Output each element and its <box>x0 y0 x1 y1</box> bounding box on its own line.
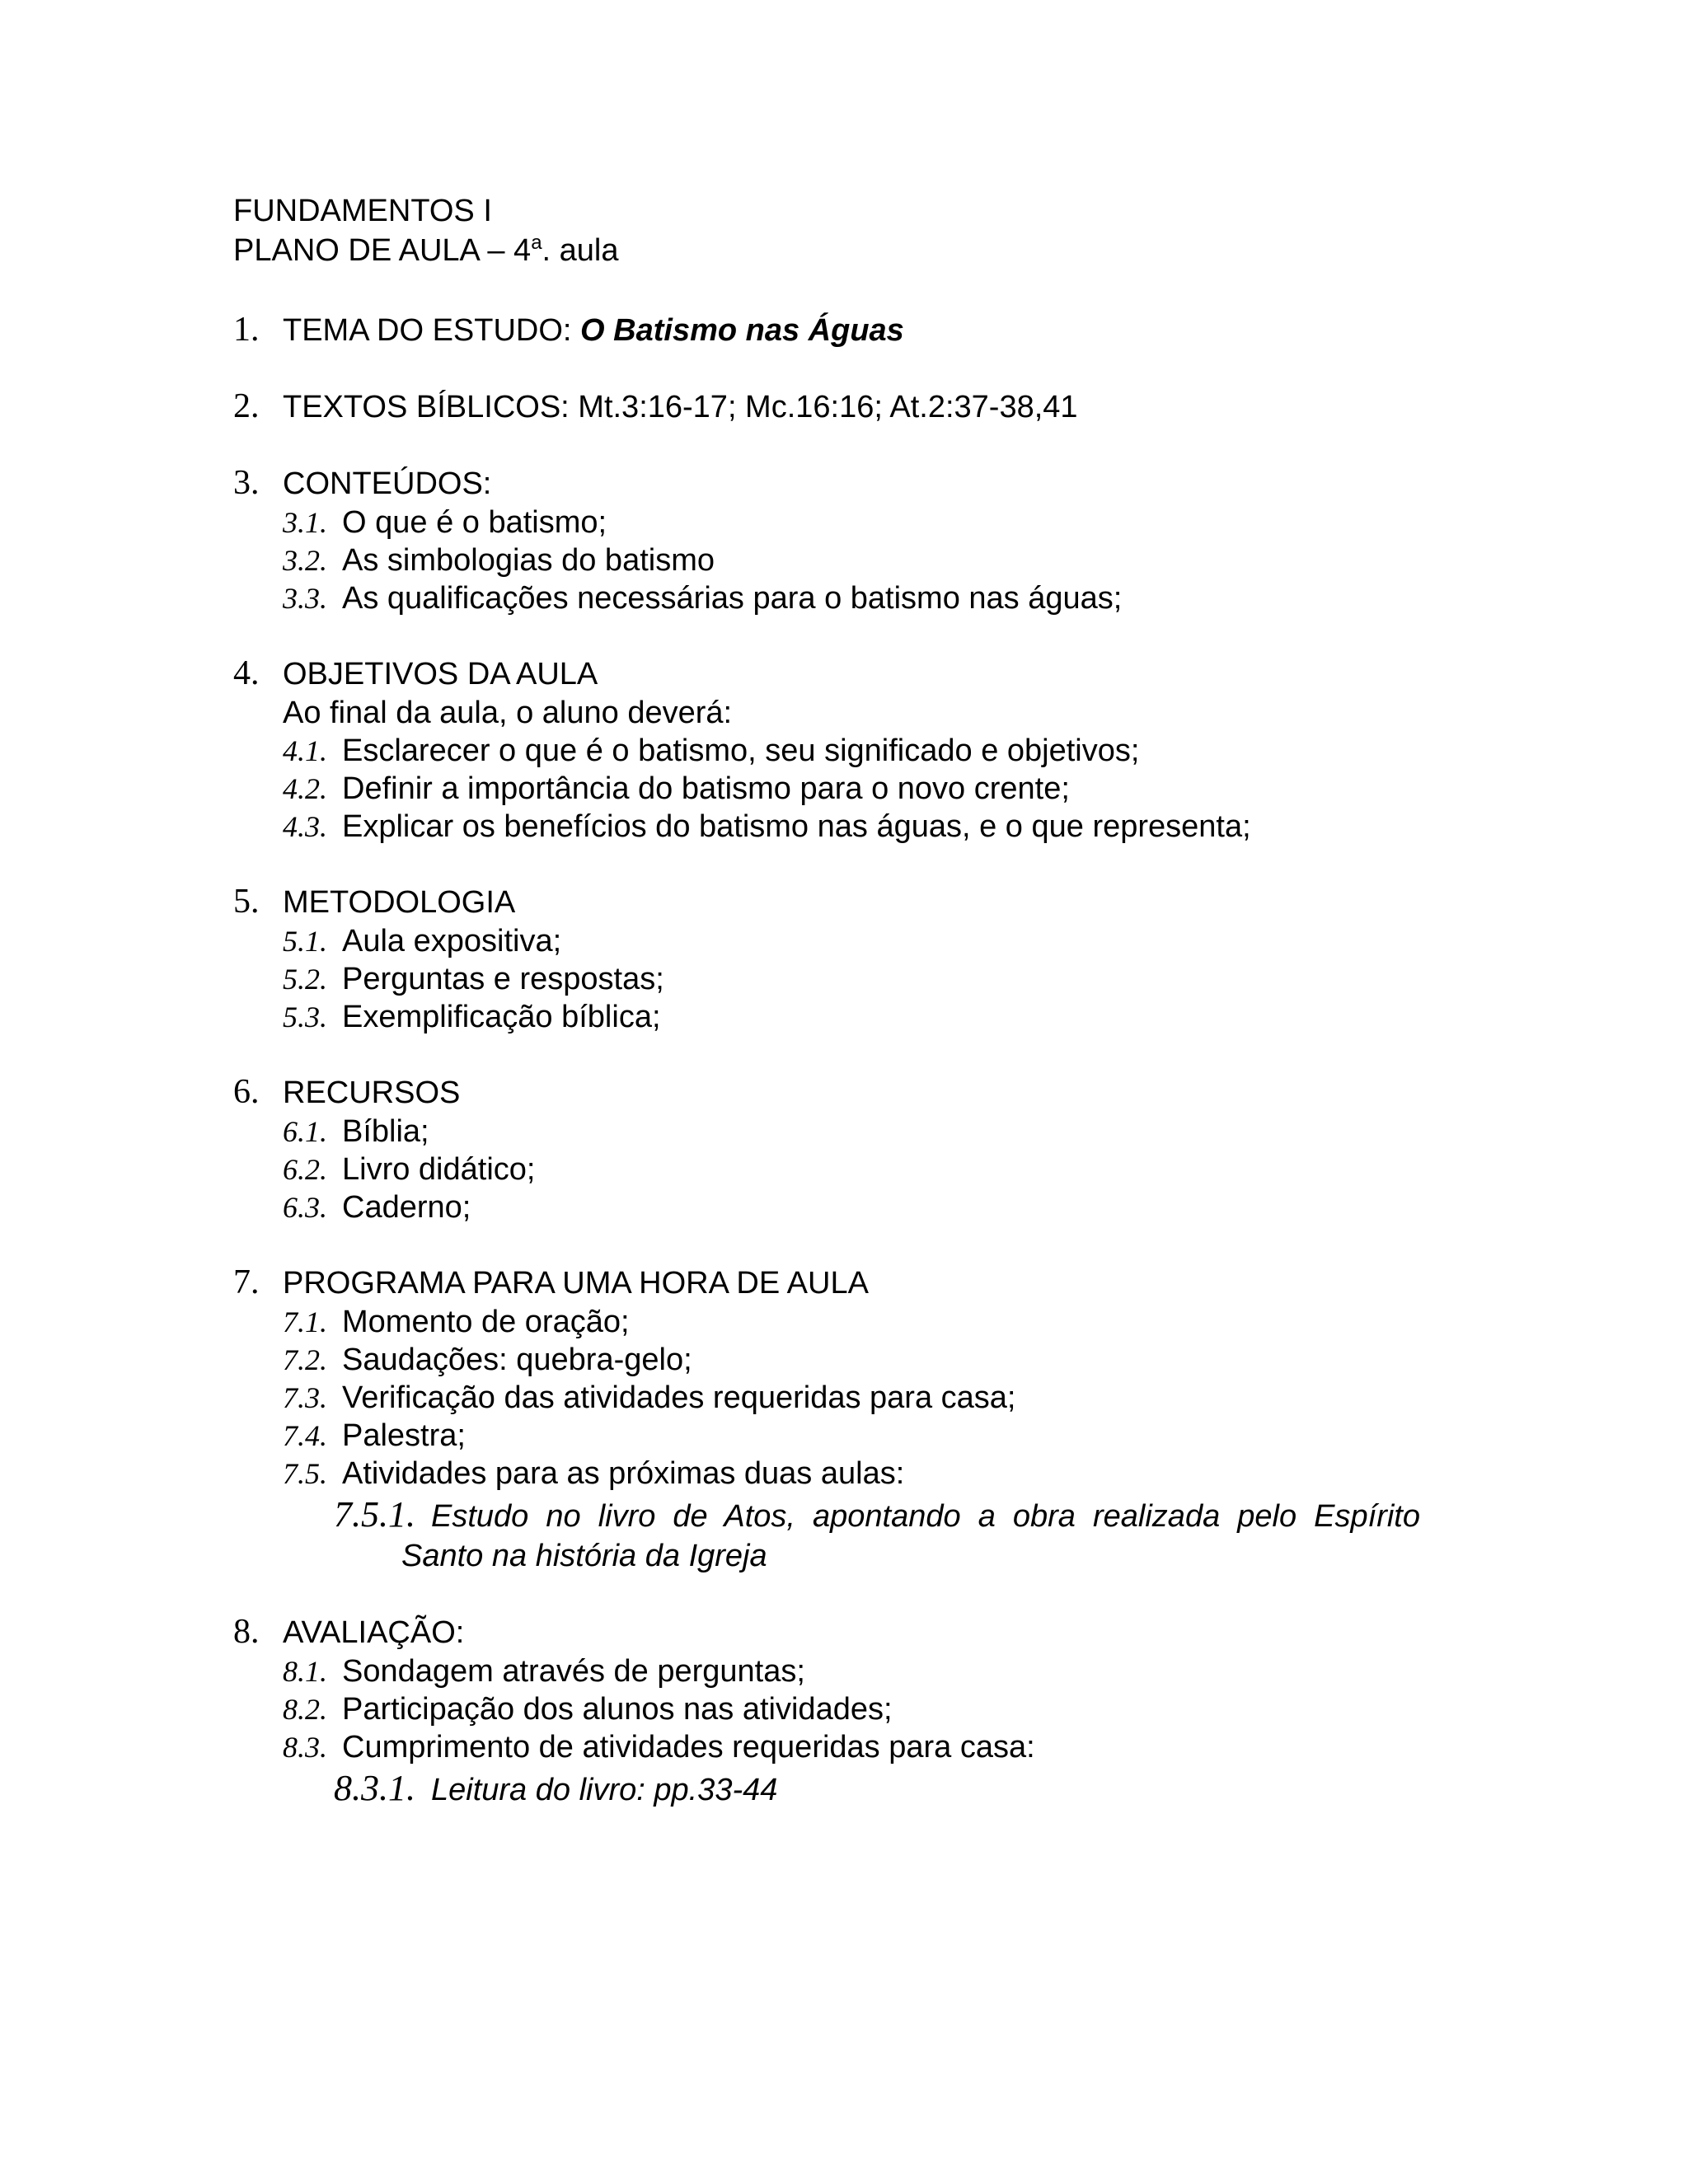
list-item <box>233 960 1470 998</box>
item-text: Momento de oração; <box>342 1305 630 1339</box>
section-heading <box>233 654 1470 694</box>
list-item <box>233 1151 1470 1188</box>
section-theme <box>233 310 1470 350</box>
list-item <box>233 1303 1470 1341</box>
list-item <box>233 541 1470 579</box>
section-heading <box>233 1612 1470 1652</box>
section-bible-texts <box>233 387 1470 427</box>
section-heading <box>233 1263 1470 1303</box>
list-item <box>233 1379 1470 1417</box>
list-item <box>233 808 1470 846</box>
section-contents <box>233 463 1470 617</box>
sub-item-number: 8.3.1. <box>334 1768 415 1808</box>
section-label: AVALIAÇÃO: <box>283 1615 465 1650</box>
item-text: As qualificações necessárias para o batismo nas águas; <box>342 581 1123 616</box>
item-text: Exemplificação bíblica; <box>342 1000 661 1034</box>
item-number: 3.2. <box>283 544 327 577</box>
study-theme: O Batismo nas Águas <box>580 313 904 348</box>
section-heading <box>233 310 1470 350</box>
list-item <box>233 1341 1470 1379</box>
list-item <box>233 732 1470 770</box>
item-text: Bíblia; <box>342 1114 429 1149</box>
item-number: 5.3. <box>283 1001 327 1033</box>
item-text: Definir a importância do batismo para o novo crente; <box>342 771 1070 806</box>
section-number: 6. <box>233 1073 260 1111</box>
section-heading <box>233 387 1470 427</box>
section-number: 5. <box>233 883 260 921</box>
section-label: CONTEÚDOS: <box>283 466 492 501</box>
item-number: 6.2. <box>283 1153 327 1186</box>
item-text: Saudações: quebra-gelo; <box>342 1343 692 1377</box>
sub-item-text: Leitura do livro: pp.33-44 <box>431 1773 778 1807</box>
course-title: FUNDAMENTOS I <box>233 194 492 228</box>
sub-list-item <box>233 1768 1470 1810</box>
section-number: 8. <box>233 1613 260 1651</box>
list-item <box>233 1188 1470 1226</box>
section-heading <box>233 1072 1470 1113</box>
item-text: Caderno; <box>342 1190 471 1225</box>
item-number: 7.3. <box>283 1381 327 1414</box>
item-number: 8.1. <box>283 1655 327 1688</box>
list-item <box>233 1417 1470 1455</box>
item-text: Cumprimento de atividades requeridas para casa: <box>342 1730 1035 1765</box>
list-item <box>233 1652 1470 1690</box>
section-label: RECURSOS <box>283 1076 461 1110</box>
lesson-plan-title-suffix: . aula <box>542 233 619 268</box>
section-number: 2. <box>233 387 260 425</box>
section-label-text: TEMA DO ESTUDO: <box>283 313 581 348</box>
item-number: 4.1. <box>283 734 327 767</box>
list-item <box>233 770 1470 808</box>
item-text: Participação dos alunos nas atividades; <box>342 1692 893 1727</box>
document-page <box>233 191 1470 1810</box>
section-number: 7. <box>233 1263 260 1301</box>
list-item <box>233 1690 1470 1728</box>
item-number: 4.2. <box>283 772 327 805</box>
item-text: Palestra; <box>342 1418 466 1453</box>
section-objectives <box>233 654 1470 846</box>
section-label <box>283 311 904 350</box>
item-number: 7.4. <box>283 1419 327 1452</box>
sub-item-number: 7.5.1. <box>334 1494 415 1535</box>
item-number: 7.2. <box>283 1343 327 1376</box>
list-item <box>233 1113 1470 1151</box>
item-text: Atividades para as próximas duas aulas: <box>342 1456 905 1491</box>
item-text: Verificação das atividades requeridas para casa; <box>342 1380 1016 1415</box>
item-number: 5.1. <box>283 925 327 958</box>
sub-list-item <box>233 1494 1470 1576</box>
item-text: Esclarecer o que é o batismo, seu significado e objetivos; <box>342 733 1140 768</box>
item-number: 8.2. <box>283 1693 327 1726</box>
section-methodology <box>233 882 1470 1036</box>
section-heading <box>233 463 1470 504</box>
list-item <box>233 1728 1470 1766</box>
item-number: 7.1. <box>283 1305 327 1338</box>
item-text: Sondagem através de perguntas; <box>342 1654 805 1689</box>
section-number: 3. <box>233 464 260 502</box>
item-number: 3.3. <box>283 582 327 615</box>
section-label: PROGRAMA PARA UMA HORA DE AULA <box>283 1266 869 1301</box>
item-number: 3.1. <box>283 506 327 539</box>
list-item <box>233 922 1470 960</box>
lesson-plan-title-text: PLANO DE AULA – 4 <box>233 233 532 268</box>
ordinal-superscript: a <box>531 232 542 254</box>
item-text: As simbologias do batismo <box>342 543 715 578</box>
item-number: 7.5. <box>283 1457 327 1490</box>
list-item <box>233 998 1470 1036</box>
list-item <box>233 1455 1470 1493</box>
item-number: 6.1. <box>283 1115 327 1148</box>
item-text: O que é o batismo; <box>342 505 607 540</box>
lesson-plan-title <box>233 231 1470 270</box>
item-text: Explicar os benefícios do batismo nas águas, e o que representa; <box>342 809 1251 844</box>
section-label: TEXTOS BÍBLICOS: Mt.3:16-17; Mc.16:16; At.2:37-38,41 <box>283 390 1078 424</box>
section-evaluation <box>233 1612 1470 1810</box>
section-label: METODOLOGIA <box>283 885 516 920</box>
item-number: 6.3. <box>283 1191 327 1224</box>
item-number: 4.3. <box>283 810 327 843</box>
list-item <box>233 504 1470 541</box>
section-label: OBJETIVOS DA AULA <box>283 657 598 691</box>
section-intro: Ao final da aula, o aluno deverá: <box>283 696 733 730</box>
item-number: 8.3. <box>283 1731 327 1764</box>
section-resources <box>233 1072 1470 1226</box>
section-number: 1. <box>233 311 260 349</box>
item-text: Livro didático; <box>342 1152 536 1187</box>
section-program <box>233 1263 1470 1576</box>
sub-item-text-continued: Santo na história da Igreja <box>401 1539 767 1573</box>
sub-item-text: Estudo no livro de Atos, apontando a obra realizada pelo Espírito <box>431 1499 1420 1534</box>
item-text: Perguntas e respostas; <box>342 962 664 996</box>
section-number: 4. <box>233 654 260 692</box>
list-item <box>233 579 1470 617</box>
section-heading <box>233 882 1470 922</box>
item-text: Aula expositiva; <box>342 924 562 958</box>
item-number: 5.2. <box>283 963 327 996</box>
